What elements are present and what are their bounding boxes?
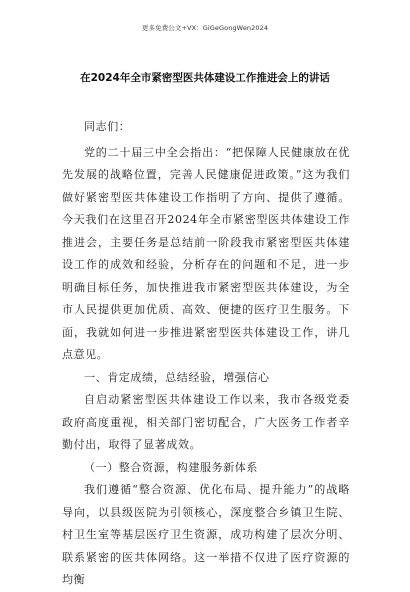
paragraph-intro: 党的二十届三中全会指出：“把保障人民健康放在优先发展的战略位置，完善人民健康促进政策。”这为我们做好紧密型医共体建设工作指明了方向、提供了遵循。今天我们在这里召开2024年全市紧密型医共体建设工作推进会，主要任务是总结前一阶段我市紧密型医共体建设工作的成效和经验，分析存在的问题和不足，进一步明确目标任务，加快推进我市紧密型医共体建设，为全市人民提供更加优质、高效、便捷的医疗卫生服务。下面，我就如何进一步推进紧密型医共体建设工作，讲几点意见。	[62, 145, 350, 361]
paragraph-integration: 我们遵循“整合资源、优化布局、提升能力”的战略导向，以县级医院为引领核心，深度整合乡镇卫生院、村卫生室等基层医疗卫生资源，成功构建了层次分明、联系紧密的医共体网络。这一举措不仅进了医疗资源的均衡	[62, 483, 350, 586]
paragraph-achievements: 自启动紧密型医共体建设工作以来，我市各级党委政府高度重视，相关部门密切配合，广大医务工作者辛勤付出，取得了显著成效。	[62, 393, 350, 451]
section-heading-1: 一、肯定成绩，总结经验，增强信心	[84, 370, 270, 384]
header-note: 更多免费公文+VX：GiGeGongWen2024	[141, 24, 269, 32]
subsection-heading-1: （一）整合资源，构建服务新体系	[84, 460, 258, 474]
document-body	[62, 116, 350, 592]
document-title: 在2024年全市紧密型医共体建设工作推进会上的讲话	[80, 72, 330, 84]
salutation: 同志们：	[84, 120, 131, 133]
